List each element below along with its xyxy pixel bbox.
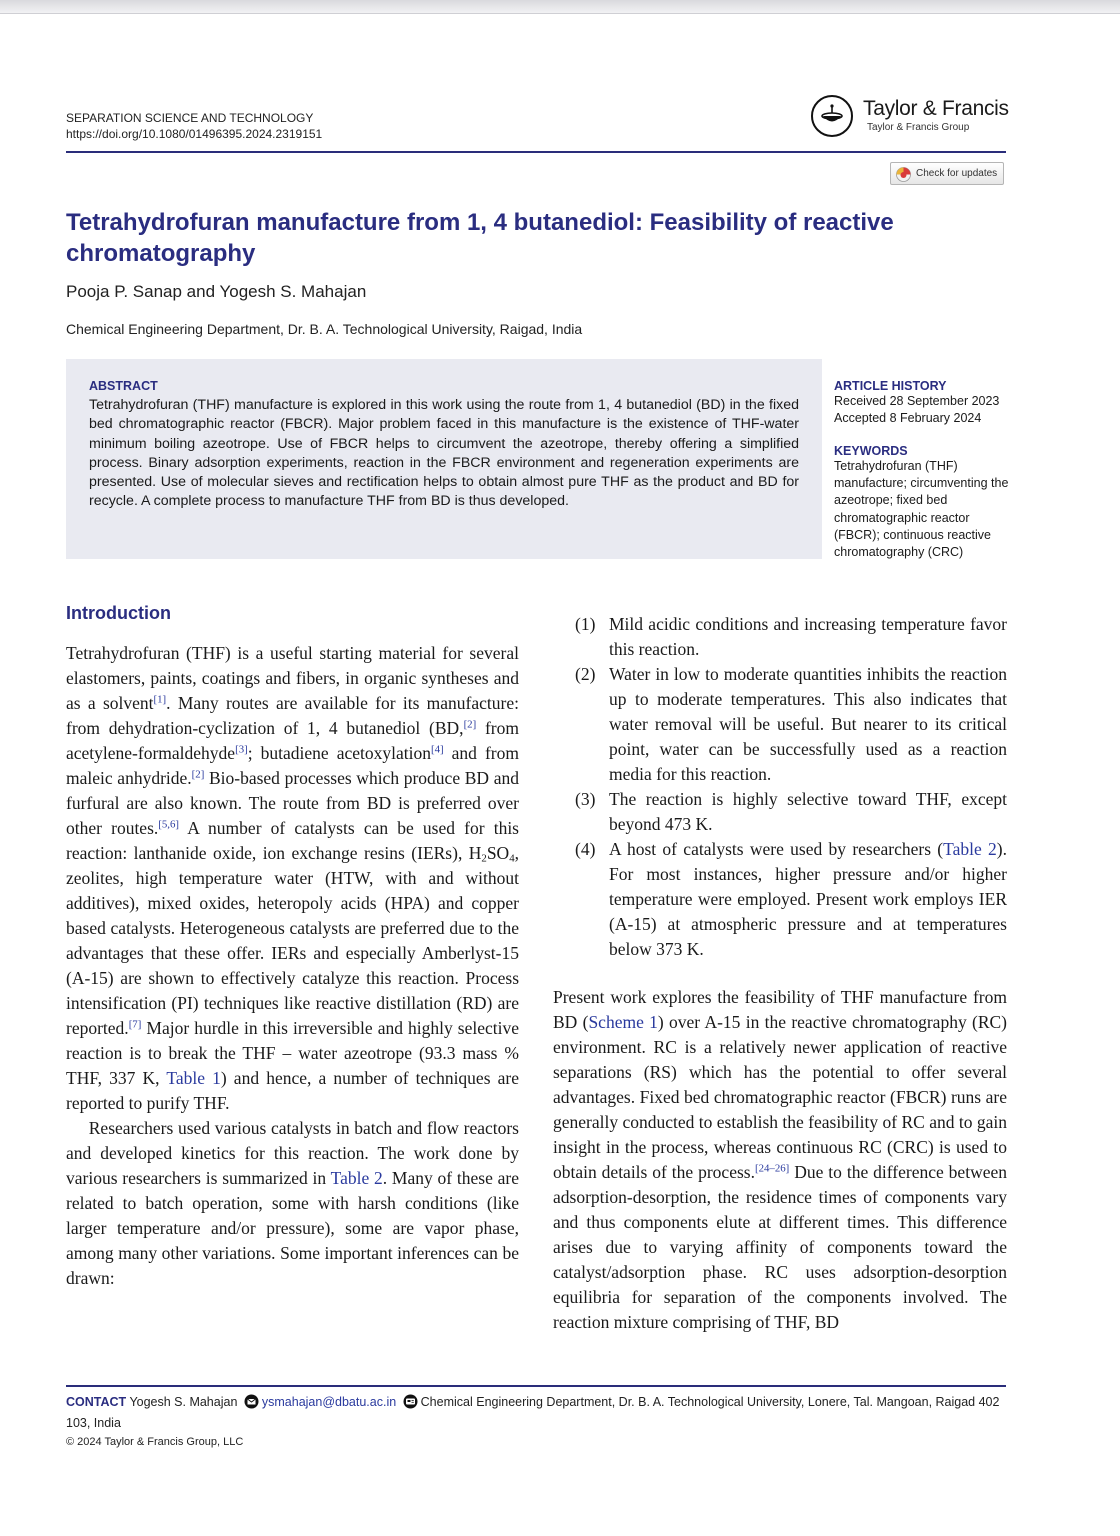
publisher-logo-icon <box>811 95 853 137</box>
copyright-notice: © 2024 Taylor & Francis Group, LLC <box>66 1436 244 1448</box>
citation-link[interactable]: [2] <box>463 718 477 731</box>
citation-link[interactable]: [7] <box>128 1018 142 1031</box>
citation-link[interactable]: [2] <box>191 768 205 781</box>
intro-paragraph-2: Researchers used various catalysts in batch and flow reactors and developed kinetics for this reaction. The work done by various researchers is summarized in Table 2. Many of these are related to batch operation, some with harsh conditions (like larger temperature and/or pressure), some are vapor phase, among many other variations. Some important inferences can be drawn: <box>66 1118 519 1288</box>
list-item: (3) The reaction is highly selective toward THF, except beyond 473 K. <box>575 789 1007 834</box>
article-title: Tetrahydrofuran manufacture from 1, 4 butanediol: Feasibility of reactive chromatography <box>66 209 894 267</box>
viewer-top-bar <box>0 0 1120 14</box>
intro-paragraph-3: Present work explores the feasibility of THF manufacture from BD (Scheme 1) over A-15 in the reactive chromatography (RC) environment. RC is a relatively newer application of reactive separations (RS) which has the potential to offer several advantages. Fixed bed chromatographic reactor (FBCR) runs are generally conducted to establish the feasibility of RC and to gain insight in the process, whereas continuous RC (CRC) is used to obtain details of the process.[24–26] Due to the difference between adsorption-desorption, the residence times of components vary and thus components elute at different times. This difference arises due to varying affinity of components toward the catalyst/adsorption phase. RC uses adsorption-desorption equilibria for separation of the components involved. The reaction mixture comprising of THF, BD <box>553 987 1007 1332</box>
check-for-updates-label: Check for updates <box>916 168 998 179</box>
list-item: (2) Water in low to moderate quantities inhibits the reaction up to moderate temperatures. This also indicates that water removal will be useful. But nearer to its critical point, water can be successfully used as a reaction media for this reaction. <box>575 664 1007 784</box>
article-history <box>834 379 1019 426</box>
left-column <box>66 641 519 1291</box>
article-history-heading: ARTICLE HISTORY <box>834 379 947 393</box>
scheme-1-link[interactable]: Scheme 1 <box>588 1012 658 1032</box>
publisher-group: Taylor & Francis Group <box>867 122 970 133</box>
section-heading-introduction: Introduction <box>66 603 171 623</box>
inference-list <box>553 612 1007 962</box>
address-icon <box>403 1394 418 1415</box>
journal-name: SEPARATION SCIENCE AND TECHNOLOGY <box>66 111 314 125</box>
table-2-link[interactable]: Table 2 <box>330 1168 383 1188</box>
citation-link[interactable]: [5,6] <box>158 818 180 831</box>
received-date: Received 28 September 2023 <box>834 394 1000 408</box>
contact-name: Yogesh S. Mahajan <box>129 1395 238 1409</box>
abstract-heading: ABSTRACT <box>89 379 158 393</box>
list-item: (4) A host of catalysts were used by researchers (Table 2). For most instances, higher pressure and/or higher temperature were employed. Present work employs IER (A-15) at atmospheric pressure and at temperatures below 373 K. <box>575 839 1007 959</box>
citation-link[interactable]: [3] <box>235 743 248 756</box>
intro-paragraph-1: Tetrahydrofuran (THF) is a useful starting material for several elastomers, paints, coatings and fibers, in organic syntheses and as a solvent[1]. Many routes are available for its manufacture: from dehydration-cyclization of 1, 4 butanediol (BD,[2] from acetylene-formaldehyde[3]; butadiene acetoxylation[4] and from maleic anhydride.[2] Bio-based processes which produce BD and furfural are also known. The route from BD is preferred over other routes.[5,6] A number of catalysts can be used for this reaction: lanthanide oxide, ion exchange resins (IERs), $H_2SO_4$, zeolites, high temperature water (HTW, with and without additives), mixed oxides, heteropoly acids (HPA) and copper based catalysts. Heterogeneous catalysts are preferred due to the advantages that these offer. IERs and especially Amberlyst-15 (A-15) are shown to effectively catalyze this reaction. Process intensification (PI) techniques like reactive distillation (RD) are reported.[7] Major hurdle in this irreversible and highly selective reaction is to break the THF – water azeotrope (93.3 mass % THF, 337 K, Table 1) and hence, a number of techniques are reported to purify THF. <box>66 643 519 1113</box>
contact-block <box>66 1394 1011 1432</box>
article-authors: Pooja P. Sanap and Yogesh S. Mahajan <box>66 282 367 301</box>
header-rule <box>66 151 1006 153</box>
list-item: (1) Mild acidic conditions and increasing temperature favor this reaction. <box>575 614 1007 659</box>
keywords-heading: KEYWORDS <box>834 444 908 458</box>
citation-link[interactable]: [4] <box>430 743 444 756</box>
crossmark-icon <box>896 167 911 190</box>
footer-rule <box>66 1385 1006 1387</box>
contact-label: CONTACT <box>66 1395 127 1409</box>
citation-link[interactable]: [1] <box>153 693 167 706</box>
contact-email-link[interactable]: ysmahajan@dbatu.ac.in <box>261 1395 397 1409</box>
table-2-link[interactable]: Table 2 <box>943 839 997 859</box>
doi-link[interactable]: https://doi.org/10.1080/01496395.2024.2319151 <box>66 127 323 141</box>
table-1-link[interactable]: Table 1 <box>166 1068 221 1088</box>
publisher-name: Taylor & Francis <box>863 97 1009 120</box>
right-column <box>553 612 1007 1335</box>
keywords-text: Tetrahydrofuran (THF) manufacture; circumventing the azeotrope; fixed bed chromatographic reactor (FBCR); continuous reactive chromatography (CRC) <box>834 459 1009 560</box>
journal-header <box>66 110 322 142</box>
keywords-block <box>834 444 1009 561</box>
accepted-date: Accepted 8 February 2024 <box>834 410 982 425</box>
article-affiliation: Chemical Engineering Department, Dr. B. A. Technological University, Raigad, India <box>66 321 583 337</box>
check-for-updates-button[interactable] <box>890 162 1004 185</box>
contact-address: Chemical Engineering Department, Dr. B. A. Technological University, Lonere, Tal. Mangoan, Raigad 402 103, India <box>66 1395 1000 1430</box>
abstract-text: Tetrahydrofuran (THF) manufacture is explored in this work using the route from 1, 4 butanediol (BD) in the fixed bed chromatographic reactor (FBCR). Major problem faced in this manufacture is the existence of THF-water minimum boiling azeotrope. Use of FBCR helps to circumvent the azeotrope, thereby offering a simplified process. Binary adsorption experiments, reaction in the FBCR environment and regeneration experiments are presented. Use of molecular sieves and rectification helps to obtain almost pure THF as the product and BD for recycle. A complete process to manufacture THF from BD is thus developed. <box>89 397 799 510</box>
email-icon <box>244 1394 259 1415</box>
publisher-brand <box>811 95 1011 139</box>
citation-link[interactable]: [24–26] <box>754 1162 790 1175</box>
